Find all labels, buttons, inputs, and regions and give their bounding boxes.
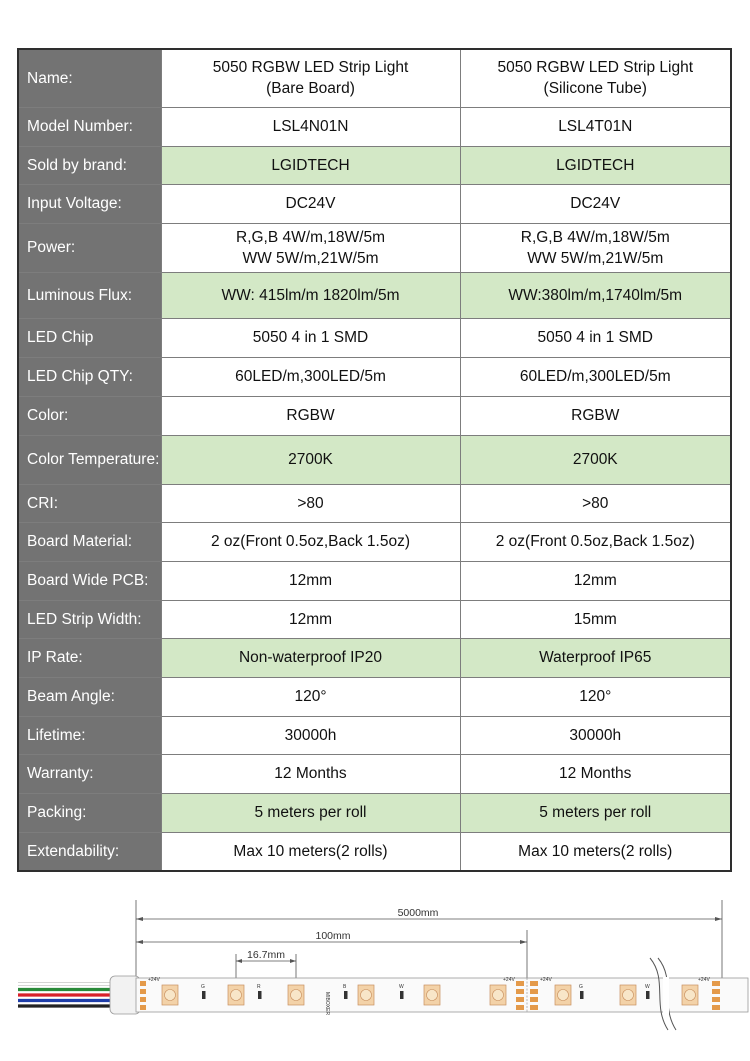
spec-value-bare-board (161, 561, 460, 600)
segment-length-label: 100mm (315, 930, 351, 942)
spec-value-silicone-tube (460, 484, 731, 522)
spec-value-line: 12mm (573, 572, 617, 589)
spec-value-line: WW: 415lm/m 1820lm/5m (221, 286, 400, 304)
spec-value-line: >80 (297, 494, 324, 512)
spec-row (18, 522, 731, 561)
spec-value-bare-board (161, 357, 460, 396)
spec-value-bare-board (161, 600, 460, 638)
spec-value-bare-board (161, 107, 460, 146)
spec-value-bare-board (161, 49, 460, 107)
spec-value-line: LSL4T01N (558, 118, 633, 135)
spec-value-line: >80 (582, 494, 609, 512)
spec-value-line: WW:380lm/m,1740lm/5m (508, 286, 683, 304)
spec-value-line: 5050 RGBW LED Strip Light (497, 59, 694, 77)
spec-value-bare-board (161, 754, 460, 793)
spec-label: CRI: (18, 484, 161, 522)
spec-value-bare-board (161, 832, 460, 871)
spec-row (18, 184, 731, 223)
spec-value-silicone-tube (460, 561, 731, 600)
spec-row (18, 638, 731, 677)
spec-label: Extendability: (18, 832, 161, 871)
spec-value-bare-board (161, 638, 460, 677)
spec-value-line: LSL4N01N (272, 118, 349, 135)
spec-row (18, 677, 731, 716)
spec-value-silicone-tube (460, 49, 731, 107)
spec-label: Model Number: (18, 107, 161, 146)
led-pitch-label: 16.7mm (247, 949, 285, 961)
strip-brand-label: MIBOXER (324, 992, 330, 1016)
resistor-channel-label: W (645, 984, 650, 990)
spec-value-silicone-tube (460, 677, 731, 716)
spec-value-line: Max 10 meters(2 rolls) (233, 842, 388, 860)
resistor-channel-label: G (579, 984, 583, 990)
spec-row (18, 272, 731, 318)
spec-row (18, 793, 731, 832)
spec-value-line: 12 Months (559, 765, 632, 782)
spec-value-silicone-tube (460, 832, 731, 871)
resistor-channel-label: W (399, 984, 404, 990)
spec-value-line: 12mm (288, 610, 333, 628)
spec-row (18, 754, 731, 793)
spec-value-silicone-tube (460, 184, 731, 223)
spec-value-bare-board (161, 272, 460, 318)
spec-row (18, 396, 731, 435)
led-strip-diagram (0, 890, 750, 1061)
spec-value-line: 30000h (284, 726, 337, 744)
spec-value-line: 2 oz(Front 0.5oz,Back 1.5oz) (210, 533, 410, 550)
spec-value-silicone-tube (460, 716, 731, 754)
spec-value-line: R,G,B 4W/m,18W/5m (520, 228, 670, 246)
spec-value-silicone-tube (460, 754, 731, 793)
spec-value-bare-board (161, 223, 460, 272)
spec-label: Luminous Flux: (18, 272, 161, 318)
spec-value-line: RGBW (571, 407, 620, 424)
spec-value-line: 120° (579, 688, 612, 705)
spec-row (18, 357, 731, 396)
spec-value-line: 5050 RGBW LED Strip Light (212, 59, 409, 77)
spec-value-line: 60LED/m,300LED/5m (235, 368, 386, 385)
spec-row (18, 223, 731, 272)
spec-value-line: Waterproof IP65 (539, 649, 652, 666)
spec-table (17, 48, 732, 872)
spec-row (18, 49, 731, 107)
spec-label: Color Temperature: (18, 435, 161, 484)
spec-row (18, 435, 731, 484)
spec-row (18, 146, 731, 184)
led-chip (288, 985, 304, 1005)
spec-label: Sold by brand: (18, 146, 161, 184)
spec-value-silicone-tube (460, 435, 731, 484)
spec-label: LED Strip Width: (18, 600, 161, 638)
spec-value-silicone-tube (460, 318, 731, 357)
spec-value-line: 5050 4 in 1 SMD (537, 329, 653, 346)
spec-value-line: (Silicone Tube) (543, 80, 647, 98)
led-chip (620, 985, 636, 1005)
spec-label: Board Wide PCB: (18, 561, 161, 600)
spec-value-line: 2700K (572, 451, 618, 468)
spec-value-bare-board (161, 716, 460, 754)
pad-voltage-label-left: +24V (503, 977, 515, 983)
spec-value-silicone-tube (460, 272, 731, 318)
spec-value-line: 2700K (288, 451, 333, 468)
resistor-channel-label: B (343, 984, 347, 990)
spec-value-line: 5050 4 in 1 SMD (252, 329, 369, 346)
led-chip (228, 985, 244, 1005)
spec-label: Packing: (18, 793, 161, 832)
spec-value-bare-board (161, 522, 460, 561)
led-chip (555, 985, 571, 1005)
lead-wires (18, 984, 112, 1006)
total-length-label: 5000mm (397, 907, 439, 919)
spec-label: Name: (18, 49, 161, 107)
pad-voltage-label-end: +24V (698, 977, 710, 983)
spec-label: IP Rate: (18, 638, 161, 677)
spec-label: Power: (18, 223, 161, 272)
spec-value-line: (Bare Board) (266, 80, 355, 98)
connector-block (110, 976, 140, 1014)
spec-label: LED Chip QTY: (18, 357, 161, 396)
spec-value-bare-board (161, 396, 460, 435)
led-chip (162, 985, 178, 1005)
spec-value-silicone-tube (460, 107, 731, 146)
spec-value-bare-board (161, 484, 460, 522)
spec-label: Board Material: (18, 522, 161, 561)
pad-voltage-label: +24V (148, 977, 160, 983)
resistor-channel-label: R (257, 984, 261, 990)
resistor-channel-label: G (201, 984, 205, 990)
spec-value-silicone-tube (460, 357, 731, 396)
spec-value-line: Non-waterproof IP20 (238, 649, 383, 666)
pad-voltage-label-right: +24V (540, 977, 552, 983)
spec-label: LED Chip (18, 318, 161, 357)
spec-table-body (18, 49, 731, 871)
spec-row (18, 716, 731, 754)
spec-value-line: DC24V (285, 195, 336, 212)
spec-row (18, 561, 731, 600)
spec-row (18, 107, 731, 146)
spec-value-bare-board (161, 146, 460, 184)
spec-value-line: LGIDTECH (556, 156, 635, 174)
spec-value-silicone-tube (460, 638, 731, 677)
spec-value-bare-board (161, 435, 460, 484)
spec-value-line: Max 10 meters(2 rolls) (518, 842, 673, 860)
dimension-segment (136, 930, 527, 980)
spec-value-bare-board (161, 318, 460, 357)
led-chip (490, 985, 506, 1005)
spec-value-line: 12 Months (274, 765, 347, 782)
spec-value-silicone-tube (460, 146, 731, 184)
spec-label: Warranty: (18, 754, 161, 793)
spec-value-line: 12mm (288, 572, 333, 589)
spec-value-line: 5 meters per roll (539, 804, 652, 821)
spec-value-bare-board (161, 184, 460, 223)
spec-label: Beam Angle: (18, 677, 161, 716)
spec-label: Color: (18, 396, 161, 435)
spec-value-silicone-tube (460, 396, 731, 435)
spec-value-silicone-tube (460, 600, 731, 638)
spec-value-line: 5 meters per roll (254, 804, 367, 821)
spec-label: Lifetime: (18, 716, 161, 754)
spec-value-line: 30000h (569, 726, 622, 744)
spec-value-silicone-tube (460, 793, 731, 832)
spec-value-line: RGBW (286, 407, 335, 424)
spec-value-silicone-tube (460, 522, 731, 561)
spec-row (18, 600, 731, 638)
spec-value-line: R,G,B 4W/m,18W/5m (236, 228, 385, 246)
spec-value-line: DC24V (570, 195, 621, 212)
spec-label: Input Voltage: (18, 184, 161, 223)
dimension-pitch (236, 949, 296, 982)
spec-row (18, 318, 731, 357)
spec-row (18, 484, 731, 522)
led-chip (682, 985, 698, 1005)
spec-value-line: LGIDTECH (271, 156, 350, 174)
spec-row (18, 832, 731, 871)
spec-value-silicone-tube (460, 223, 731, 272)
spec-value-line: 120° (294, 688, 327, 705)
spec-value-line: 2 oz(Front 0.5oz,Back 1.5oz) (495, 533, 695, 550)
led-chip (358, 985, 374, 1005)
spec-value-line: WW 5W/m,21W/5m (242, 249, 379, 267)
spec-value-bare-board (161, 793, 460, 832)
spec-value-line: 15mm (573, 610, 617, 628)
spec-value-line: 60LED/m,300LED/5m (519, 368, 671, 385)
led-chip (424, 985, 440, 1005)
spec-value-bare-board (161, 677, 460, 716)
dimension-total (136, 900, 722, 980)
spec-value-line: WW 5W/m,21W/5m (527, 249, 664, 267)
